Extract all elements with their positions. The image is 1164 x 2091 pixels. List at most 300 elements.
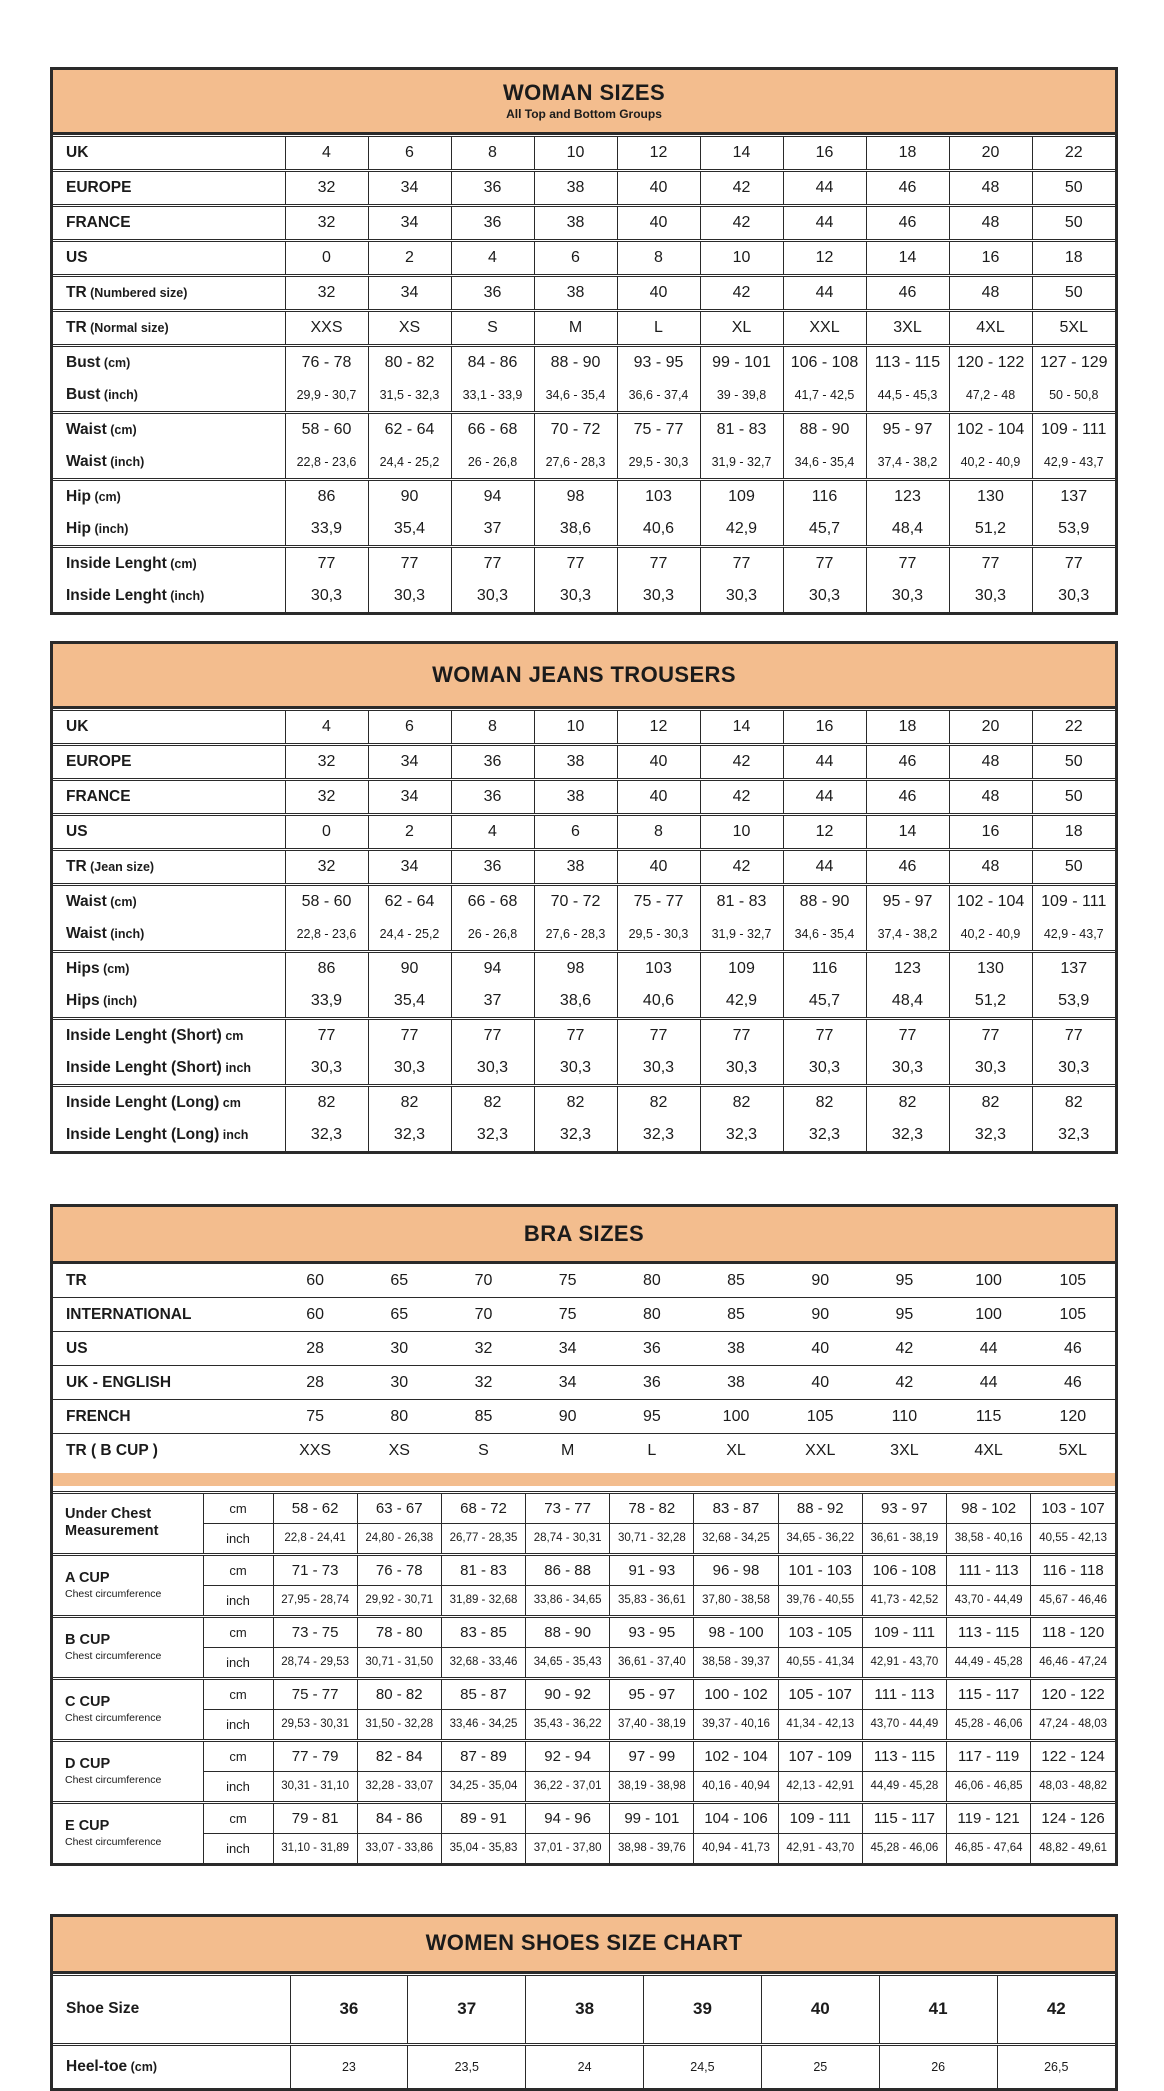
unit-cell: inch (203, 1709, 273, 1740)
value-cell: 42,91 - 43,70 (778, 1833, 862, 1863)
value-cell: 115 - 117 (862, 1802, 946, 1833)
table-row (53, 1523, 1115, 1554)
value-cell: 80 (610, 1298, 694, 1332)
value-cell: 103 (617, 480, 700, 514)
value-cell: 60 (273, 1298, 357, 1332)
row-label: UK (66, 718, 88, 735)
row-label-cell (53, 1400, 273, 1434)
table-row (53, 311, 1115, 346)
value-cell: 104 - 106 (694, 1802, 778, 1833)
value-cell: 29,5 - 30,3 (617, 918, 700, 952)
value-cell: 53,9 (1032, 513, 1115, 547)
value-cell: 30,3 (866, 580, 949, 612)
value-cell: 36 (451, 745, 534, 780)
value-cell: 38,98 - 39,76 (610, 1833, 694, 1863)
value-cell: 120 (1031, 1400, 1115, 1434)
row-label: TR (66, 284, 87, 301)
value-cell: 30,3 (949, 580, 1032, 612)
row-label-cell (53, 480, 285, 514)
row-label-cell (53, 850, 285, 885)
value-cell: 31,9 - 32,7 (700, 446, 783, 480)
value-cell: 10 (700, 241, 783, 276)
value-cell: 30,3 (451, 580, 534, 612)
row-label: US (66, 823, 88, 840)
table-row (53, 1298, 1115, 1332)
value-cell: 35,4 (368, 513, 451, 547)
value-cell: 32 (285, 171, 368, 206)
value-cell: 8 (617, 815, 700, 850)
value-cell: 39,76 - 40,55 (778, 1585, 862, 1616)
value-cell: 98 - 102 (947, 1492, 1031, 1523)
value-cell: 38 (534, 850, 617, 885)
value-cell: 40 (617, 745, 700, 780)
value-cell: 87 - 89 (441, 1740, 525, 1771)
row-label-note: cm (222, 1029, 244, 1043)
row-label-note: (cm) (100, 962, 130, 976)
value-cell: 96 - 98 (694, 1554, 778, 1585)
value-cell: 22,8 - 23,6 (285, 918, 368, 952)
value-cell: 48,82 - 49,61 (1031, 1833, 1115, 1863)
value-cell: 38 (534, 276, 617, 311)
group-sublabel: Chest circumference (65, 1836, 203, 1848)
value-cell: 36 (451, 171, 534, 206)
table-row (53, 815, 1115, 850)
value-cell: 44,49 - 45,28 (947, 1647, 1031, 1678)
value-cell: XXS (273, 1434, 357, 1468)
value-cell: 65 (357, 1264, 441, 1298)
value-cell: 88 - 90 (783, 885, 866, 919)
table-row (53, 1434, 1115, 1468)
value-cell: 77 (285, 1019, 368, 1053)
value-cell: 45,7 (783, 513, 866, 547)
value-cell: 58 - 60 (285, 413, 368, 447)
unit-cell: cm (203, 1554, 273, 1585)
row-label-note: (inch) (107, 927, 145, 941)
value-cell: 37 (451, 513, 534, 547)
row-label-note: cm (219, 1096, 241, 1110)
value-cell: 38 (694, 1366, 778, 1400)
value-cell: 95 - 97 (866, 413, 949, 447)
table-row (53, 1678, 1115, 1709)
value-cell: 33,86 - 34,65 (526, 1585, 610, 1616)
value-cell: 84 - 86 (357, 1802, 441, 1833)
value-cell: 102 - 104 (949, 885, 1032, 919)
value-cell: 77 (949, 1019, 1032, 1053)
value-cell: 35,43 - 36,22 (526, 1709, 610, 1740)
value-cell: 48 (949, 850, 1032, 885)
row-label: Hip (66, 488, 91, 505)
value-cell: 75 - 77 (617, 413, 700, 447)
value-cell: 34 (526, 1366, 610, 1400)
value-cell: 116 (783, 480, 866, 514)
row-label-note: inch (222, 1061, 251, 1075)
value-cell: 100 (947, 1264, 1031, 1298)
value-cell: 40,55 - 41,34 (778, 1647, 862, 1678)
value-cell: 41,7 - 42,5 (783, 379, 866, 413)
row-label-cell (53, 1332, 273, 1366)
value-cell: 90 (778, 1264, 862, 1298)
row-label: US (66, 1340, 88, 1357)
value-cell: 109 (700, 480, 783, 514)
value-cell: 34 (526, 1332, 610, 1366)
row-label-note: (inch) (91, 522, 129, 536)
value-cell: XXL (778, 1434, 862, 1468)
value-cell: 88 - 90 (534, 346, 617, 380)
row-label: Waist (66, 925, 107, 942)
value-cell: 71 - 73 (273, 1554, 357, 1585)
value-cell: 77 (1032, 1019, 1115, 1053)
value-cell: 23 (290, 2044, 408, 2088)
value-cell: 38 (534, 206, 617, 241)
value-cell: 4 (285, 136, 368, 171)
row-label: Hip (66, 520, 91, 537)
row-label-cell (53, 885, 285, 919)
value-cell: 124 - 126 (1031, 1802, 1115, 1833)
table-row (53, 1086, 1115, 1120)
row-label-cell (53, 580, 285, 612)
size-table (53, 1263, 1115, 1468)
row-label-cell (53, 780, 285, 815)
value-cell: 32,68 - 33,46 (441, 1647, 525, 1678)
value-cell: 77 (1032, 547, 1115, 581)
value-cell: 30,3 (285, 1052, 368, 1086)
table-row (53, 952, 1115, 986)
value-cell: 40 (778, 1332, 862, 1366)
value-cell: 48 (949, 745, 1032, 780)
value-cell: 100 (947, 1298, 1031, 1332)
value-cell: 77 (285, 547, 368, 581)
value-cell: 50 (1032, 206, 1115, 241)
value-cell: 90 (368, 480, 451, 514)
table-row (53, 136, 1115, 171)
value-cell: 10 (534, 136, 617, 171)
value-cell: 31,5 - 32,3 (368, 379, 451, 413)
table-row (53, 1802, 1115, 1833)
value-cell: 115 - 117 (947, 1678, 1031, 1709)
value-cell: 75 (273, 1400, 357, 1434)
value-cell: 109 - 111 (862, 1616, 946, 1647)
value-cell: 16 (783, 710, 866, 745)
value-cell: 46 (866, 850, 949, 885)
value-cell: 37 (408, 1974, 526, 2044)
value-cell: 77 (368, 1019, 451, 1053)
value-cell: 46,85 - 47,64 (947, 1833, 1031, 1863)
row-label: TR (66, 319, 87, 336)
table-row (53, 547, 1115, 581)
value-cell: 42 (700, 276, 783, 311)
row-label-cell (53, 311, 285, 346)
value-cell: 48,03 - 48,82 (1031, 1771, 1115, 1802)
value-cell: 53,9 (1032, 985, 1115, 1019)
table-row (53, 1585, 1115, 1616)
unit-cell: inch (203, 1585, 273, 1616)
value-cell: 34 (368, 276, 451, 311)
value-cell: 77 (617, 1019, 700, 1053)
value-cell: 73 - 75 (273, 1616, 357, 1647)
value-cell: 39 - 39,8 (700, 379, 783, 413)
value-cell: 5XL (1032, 311, 1115, 346)
value-cell: 10 (534, 710, 617, 745)
value-cell: 6 (368, 136, 451, 171)
value-cell: 44,49 - 45,28 (862, 1771, 946, 1802)
table-row (53, 1019, 1115, 1053)
value-cell: 93 - 95 (610, 1616, 694, 1647)
row-label-cell (53, 1019, 285, 1053)
value-cell: 111 - 113 (947, 1554, 1031, 1585)
row-label-cell (53, 1434, 273, 1468)
value-cell: 42,9 - 43,7 (1032, 918, 1115, 952)
value-cell: 18 (1032, 241, 1115, 276)
value-cell: 109 - 111 (778, 1802, 862, 1833)
table-row (53, 346, 1115, 380)
unit-cell: cm (203, 1802, 273, 1833)
value-cell: 6 (534, 241, 617, 276)
value-cell: 75 (526, 1298, 610, 1332)
value-cell: 36 (451, 850, 534, 885)
value-cell: 82 (866, 1086, 949, 1120)
value-cell: 116 - 118 (1031, 1554, 1115, 1585)
value-cell: 22,8 - 23,6 (285, 446, 368, 480)
value-cell: 32,3 (1032, 1119, 1115, 1151)
value-cell: 30,31 - 31,10 (273, 1771, 357, 1802)
value-cell: 34 (368, 206, 451, 241)
value-cell: S (441, 1434, 525, 1468)
value-cell: 65 (357, 1298, 441, 1332)
value-cell: 40,6 (617, 985, 700, 1019)
table-row (53, 1771, 1115, 1802)
table-row (53, 1554, 1115, 1585)
value-cell: 33,9 (285, 513, 368, 547)
row-label-note: (inch) (107, 455, 145, 469)
value-cell: 33,07 - 33,86 (357, 1833, 441, 1863)
value-cell: 30,3 (368, 580, 451, 612)
value-cell: 31,89 - 32,68 (441, 1585, 525, 1616)
value-cell: 40,2 - 40,9 (949, 446, 1032, 480)
row-label-note: (cm) (100, 356, 130, 370)
value-cell: 107 - 109 (778, 1740, 862, 1771)
value-cell: 70 (441, 1298, 525, 1332)
row-label-cell (53, 952, 285, 986)
bra-sizes-table (50, 1204, 1118, 1866)
value-cell: 27,6 - 28,3 (534, 446, 617, 480)
value-cell: 4 (451, 815, 534, 850)
value-cell: 12 (617, 136, 700, 171)
value-cell: 16 (949, 241, 1032, 276)
value-cell: 70 - 72 (534, 885, 617, 919)
value-cell: 36 (451, 276, 534, 311)
value-cell: 45,67 - 46,46 (1031, 1585, 1115, 1616)
value-cell: 82 (617, 1086, 700, 1120)
table-row (53, 1332, 1115, 1366)
value-cell: 28 (273, 1332, 357, 1366)
row-label: FRANCE (66, 214, 131, 231)
value-cell: 48,4 (866, 985, 949, 1019)
value-cell: 77 (534, 1019, 617, 1053)
value-cell: 77 - 79 (273, 1740, 357, 1771)
value-cell: 77 (368, 547, 451, 581)
value-cell: 30,3 (700, 1052, 783, 1086)
value-cell: M (526, 1434, 610, 1468)
value-cell: 30,3 (866, 1052, 949, 1086)
value-cell: 35,04 - 35,83 (441, 1833, 525, 1863)
value-cell: 46 (866, 745, 949, 780)
value-cell: 34,65 - 36,22 (778, 1523, 862, 1554)
value-cell: 34,6 - 35,4 (783, 918, 866, 952)
row-label: UK (66, 144, 88, 161)
value-cell: 51,2 (949, 985, 1032, 1019)
row-label-cell (53, 413, 285, 447)
table-row (53, 241, 1115, 276)
value-cell: 36 (451, 780, 534, 815)
row-label: Hips (66, 992, 100, 1009)
group-label-cell (53, 1492, 203, 1554)
value-cell: 33,1 - 33,9 (451, 379, 534, 413)
value-cell: 76 - 78 (285, 346, 368, 380)
value-cell: 48 (949, 171, 1032, 206)
value-cell: 0 (285, 815, 368, 850)
woman-sizes-header (53, 70, 1115, 134)
value-cell: 48,4 (866, 513, 949, 547)
value-cell: 46,46 - 47,24 (1031, 1647, 1115, 1678)
value-cell: 109 - 111 (1032, 885, 1115, 919)
row-label-note: (Numbered size) (87, 286, 188, 300)
value-cell: 113 - 115 (947, 1616, 1031, 1647)
value-cell: XXS (285, 311, 368, 346)
value-cell: 8 (617, 241, 700, 276)
value-cell: 10 (700, 815, 783, 850)
value-cell: 82 (949, 1086, 1032, 1120)
row-label-cell (53, 985, 285, 1019)
value-cell: 37,4 - 38,2 (866, 446, 949, 480)
row-label-note: (cm) (127, 2060, 157, 2074)
value-cell: 32,3 (534, 1119, 617, 1151)
value-cell: 75 (526, 1264, 610, 1298)
value-cell: 38 (694, 1332, 778, 1366)
unit-cell: inch (203, 1647, 273, 1678)
value-cell: 123 (866, 952, 949, 986)
value-cell: 40 (617, 850, 700, 885)
table-row (53, 745, 1115, 780)
row-label: Inside Lenght (Short) (66, 1059, 222, 1076)
value-cell: 46 (1031, 1366, 1115, 1400)
value-cell: 36,22 - 37,01 (526, 1771, 610, 1802)
value-cell: 38 (526, 1974, 644, 2044)
value-cell: 117 - 119 (947, 1740, 1031, 1771)
value-cell: 42 (700, 850, 783, 885)
value-cell: 77 (451, 1019, 534, 1053)
row-label-cell (53, 2044, 290, 2088)
row-label-cell (53, 1298, 273, 1332)
value-cell: 23,5 (408, 2044, 526, 2088)
value-cell: 38,19 - 38,98 (610, 1771, 694, 1802)
value-cell: 137 (1032, 952, 1115, 986)
row-label: Bust (66, 386, 100, 403)
table-row (53, 1616, 1115, 1647)
row-label-cell (53, 710, 285, 745)
unit-cell: cm (203, 1492, 273, 1523)
value-cell: 85 - 87 (441, 1678, 525, 1709)
value-cell: 94 (451, 952, 534, 986)
value-cell: 110 (862, 1400, 946, 1434)
value-cell: 20 (949, 136, 1032, 171)
value-cell: 12 (617, 710, 700, 745)
row-label-note: (cm) (167, 557, 197, 571)
value-cell: S (451, 311, 534, 346)
value-cell: 82 (700, 1086, 783, 1120)
value-cell: 26 - 26,8 (451, 918, 534, 952)
value-cell: 2 (368, 815, 451, 850)
table-subtitle: All Top and Bottom Groups (506, 107, 662, 121)
value-cell: 66 - 68 (451, 885, 534, 919)
value-cell: 99 - 101 (610, 1802, 694, 1833)
value-cell: 40,94 - 41,73 (694, 1833, 778, 1863)
table-title: WOMEN SHOES SIZE CHART (426, 1931, 743, 1955)
value-cell: 38 (534, 171, 617, 206)
value-cell: 50 (1032, 171, 1115, 206)
unit-cell: cm (203, 1616, 273, 1647)
value-cell: 40 (761, 1974, 879, 2044)
value-cell: 32,3 (783, 1119, 866, 1151)
value-cell: 106 - 108 (862, 1554, 946, 1585)
value-cell: 30,71 - 32,28 (610, 1523, 694, 1554)
value-cell: 93 - 95 (617, 346, 700, 380)
value-cell: 30,3 (617, 1052, 700, 1086)
value-cell: 31,50 - 32,28 (357, 1709, 441, 1740)
unit-cell: cm (203, 1678, 273, 1709)
value-cell: 30,3 (368, 1052, 451, 1086)
value-cell: 82 (783, 1086, 866, 1120)
value-cell: 48 (949, 276, 1032, 311)
row-label-note: inch (219, 1128, 248, 1142)
value-cell: 62 - 64 (368, 885, 451, 919)
measurement-grid (53, 1491, 1115, 1863)
value-cell: 98 (534, 480, 617, 514)
value-cell: 31,9 - 32,7 (700, 918, 783, 952)
value-cell: 29,5 - 30,3 (617, 446, 700, 480)
value-cell: 66 - 68 (451, 413, 534, 447)
value-cell: 41,34 - 42,13 (778, 1709, 862, 1740)
value-cell: 109 - 111 (1032, 413, 1115, 447)
value-cell: 76 - 78 (357, 1554, 441, 1585)
value-cell: 0 (285, 241, 368, 276)
group-sublabel: Chest circumference (65, 1588, 203, 1600)
value-cell: 36,61 - 37,40 (610, 1647, 694, 1678)
value-cell: L (610, 1434, 694, 1468)
value-cell: 83 - 87 (694, 1492, 778, 1523)
value-cell: 77 (949, 547, 1032, 581)
row-label: FRANCE (66, 788, 131, 805)
value-cell: 44 (783, 780, 866, 815)
table-row (53, 918, 1115, 952)
value-cell: 82 (451, 1086, 534, 1120)
row-label: EUROPE (66, 179, 131, 196)
value-cell: 44 (947, 1332, 1031, 1366)
value-cell: 30,3 (285, 580, 368, 612)
value-cell: 26 (879, 2044, 997, 2088)
value-cell: 32 (285, 780, 368, 815)
value-cell: 82 (1032, 1086, 1115, 1120)
value-cell: 68 - 72 (441, 1492, 525, 1523)
value-cell: 90 (368, 952, 451, 986)
value-cell: 51,2 (949, 513, 1032, 547)
value-cell: 42 (700, 780, 783, 815)
table-row (53, 1740, 1115, 1771)
table-title: WOMAN SIZES (503, 81, 665, 105)
value-cell: 38,58 - 40,16 (947, 1523, 1031, 1554)
row-label-cell (53, 136, 285, 171)
row-label-note: (cm) (107, 423, 137, 437)
row-label-cell (53, 1052, 285, 1086)
